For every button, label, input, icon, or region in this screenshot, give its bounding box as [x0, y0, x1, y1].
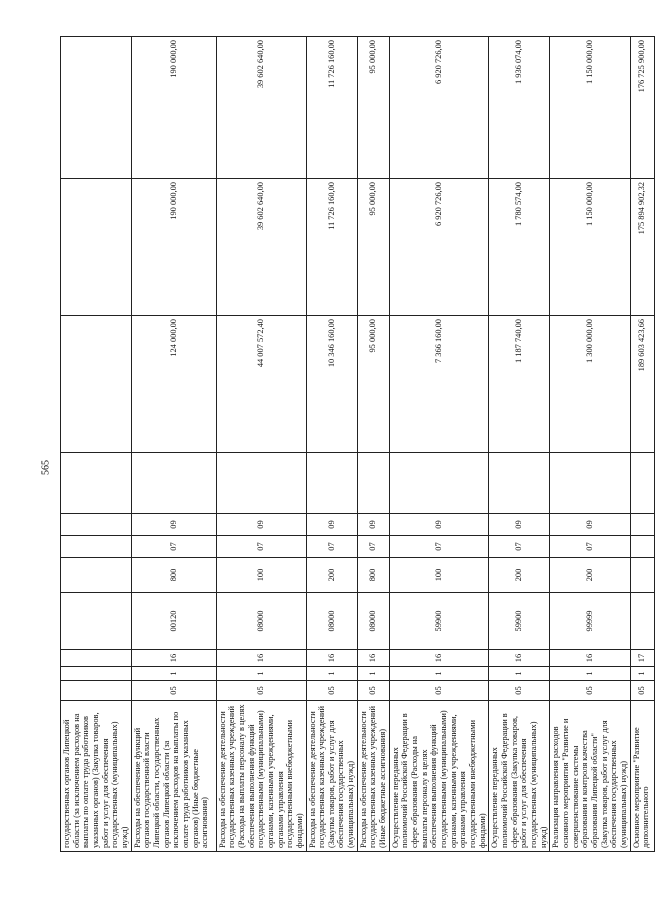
code-cell — [489, 453, 550, 514]
budget-table — [60, 36, 655, 852]
code-cell: 200 — [489, 558, 550, 593]
code-cell: 07 — [489, 536, 550, 558]
code-cell: 05 — [306, 681, 357, 701]
code-cell: 17 — [630, 650, 654, 667]
amount-cell: 124 000,00 — [131, 316, 216, 453]
table-row — [131, 37, 216, 852]
code-cell: 16 — [216, 650, 306, 667]
code-cell — [61, 650, 132, 667]
code-cell: 05 — [630, 681, 654, 701]
amount-cell: 1 936 074,00 — [489, 37, 550, 179]
code-cell: 05 — [550, 681, 630, 701]
code-cell: 07 — [550, 536, 630, 558]
code-cell: 07 — [357, 536, 389, 558]
code-cell: 1 — [306, 667, 357, 681]
amount-cell: 44 007 572,40 — [216, 316, 306, 453]
table-row — [61, 37, 132, 852]
code-cell: 99999 — [550, 593, 630, 650]
code-cell: 16 — [357, 650, 389, 667]
code-cell — [61, 514, 132, 536]
amount-cell: 95 000,00 — [357, 316, 389, 453]
row-description: Расходы на обеспечение деятельности государственных казенных учреждений (Расходы на выплаты персоналу в целях обеспечения выполнения функций государственными (муниципальными) органами, казенными учреждениями, органами управления государственными внебюджетными фондами) — [216, 701, 306, 852]
amount-cell — [61, 37, 132, 179]
code-cell — [630, 558, 654, 593]
amount-cell: 190 000,00 — [131, 179, 216, 316]
row-description: Основное мероприятие "Развитие дополнительного — [630, 701, 654, 852]
page-number: 565 — [40, 460, 52, 475]
code-cell — [630, 453, 654, 514]
amount-cell — [61, 179, 132, 316]
code-cell: 09 — [357, 514, 389, 536]
table-row — [306, 37, 357, 852]
code-cell: 1 — [550, 667, 630, 681]
code-cell — [389, 453, 489, 514]
code-cell: 07 — [306, 536, 357, 558]
amount-cell: 1 187 740,00 — [489, 316, 550, 453]
code-cell — [61, 593, 132, 650]
code-cell: 16 — [489, 650, 550, 667]
code-cell: 200 — [550, 558, 630, 593]
amount-cell: 95 000,00 — [357, 37, 389, 179]
table-row — [357, 37, 389, 852]
row-description: Расходы на обеспечение функций органов государственной власти Липецкой области, государственных органов Липецкой области (за исключением расходов на выплаты по оплате труда работников указанных органов) (Иные бюджетные ассигнования) — [131, 701, 216, 852]
row-description: Осуществление переданных полномочий Российской Федерации в сфере образования (Расходы на выплаты персоналу в целях обеспечения выполнения функций государственными (муниципальными) органами, казенными учреждениями, органами управления государственными внебюджетными фондами) — [389, 701, 489, 852]
code-cell: 16 — [306, 650, 357, 667]
amount-cell: 6 920 726,00 — [389, 179, 489, 316]
table-row — [216, 37, 306, 852]
row-description: Расходы на обеспечение деятельности государственных казенных учреждений (Закупка товаров, работ и услуг для обеспечения государственных (муниципальных) нужд) — [306, 701, 357, 852]
code-cell — [216, 453, 306, 514]
code-cell: 59900 — [389, 593, 489, 650]
code-cell: 1 — [389, 667, 489, 681]
code-cell: 05 — [389, 681, 489, 701]
row-description: Расходы на обеспечение деятельности государственных казенных учреждений (Иные бюджетные ассигнования) — [357, 701, 389, 852]
code-cell — [306, 453, 357, 514]
code-cell: 200 — [306, 558, 357, 593]
code-cell — [61, 681, 132, 701]
amount-cell: 11 726 160,00 — [306, 37, 357, 179]
code-cell: 05 — [131, 681, 216, 701]
amount-cell: 1 150 000,00 — [550, 179, 630, 316]
row-description: Осуществление переданных полномочий Российской Федерации в сфере образования (Закупка товаров, работ и услуг для обеспечения государственных (муниципальных) нужд) — [489, 701, 550, 852]
code-cell — [630, 593, 654, 650]
code-cell — [61, 536, 132, 558]
code-cell — [61, 558, 132, 593]
code-cell — [357, 453, 389, 514]
code-cell: 09 — [306, 514, 357, 536]
amount-cell: 39 602 640,00 — [216, 179, 306, 316]
amount-cell: 175 894 902,32 — [630, 179, 654, 316]
code-cell: 09 — [389, 514, 489, 536]
code-cell: 05 — [216, 681, 306, 701]
code-cell: 16 — [550, 650, 630, 667]
table-row — [489, 37, 550, 852]
amount-cell — [61, 316, 132, 453]
code-cell: 09 — [489, 514, 550, 536]
code-cell: 05 — [489, 681, 550, 701]
amount-cell: 1 300 000,00 — [550, 316, 630, 453]
amount-cell: 39 602 640,00 — [216, 37, 306, 179]
code-cell: 1 — [489, 667, 550, 681]
table-row — [550, 37, 630, 852]
code-cell: 09 — [216, 514, 306, 536]
budget-sheet — [60, 37, 651, 852]
amount-cell: 10 346 160,00 — [306, 316, 357, 453]
rotated-table-wrapper — [60, 37, 651, 852]
code-cell: 100 — [216, 558, 306, 593]
amount-cell: 1 150 000,00 — [550, 37, 630, 179]
code-cell — [630, 514, 654, 536]
code-cell: 800 — [357, 558, 389, 593]
amount-cell: 7 366 160,00 — [389, 316, 489, 453]
code-cell: 1 — [630, 667, 654, 681]
code-cell: 05 — [357, 681, 389, 701]
row-description: Реализация направления расходов основного мероприятия "Развитие и совершенствование системы образования и контроля качества образования Липецкой области" (Закупка товаров, работ и услуг для обеспечения государственных (муниципальных) нужд) — [550, 701, 630, 852]
code-cell: 16 — [389, 650, 489, 667]
code-cell: 08000 — [216, 593, 306, 650]
table-row — [389, 37, 489, 852]
amount-cell: 1 780 574,00 — [489, 179, 550, 316]
code-cell: 59900 — [489, 593, 550, 650]
code-cell — [550, 453, 630, 514]
amount-cell: 190 000,00 — [131, 37, 216, 179]
amount-cell: 6 920 726,00 — [389, 37, 489, 179]
code-cell: 1 — [357, 667, 389, 681]
code-cell: 08000 — [357, 593, 389, 650]
amount-cell: 11 726 160,00 — [306, 179, 357, 316]
amount-cell: 176 725 900,00 — [630, 37, 654, 179]
code-cell: 07 — [216, 536, 306, 558]
code-cell — [61, 453, 132, 514]
row-description: государственных органов Липецкой области (за исключением расходов на выплаты по оплате труда работников указанных органов) (Закупка товаров, работ и услуг для обеспечения государственных (муниципальных) нужд) — [61, 701, 132, 852]
code-cell: 16 — [131, 650, 216, 667]
code-cell: 1 — [216, 667, 306, 681]
amount-cell: 95 000,00 — [357, 179, 389, 316]
code-cell — [630, 536, 654, 558]
code-cell — [61, 667, 132, 681]
code-cell: 1 — [131, 667, 216, 681]
code-cell: 09 — [550, 514, 630, 536]
code-cell: 800 — [131, 558, 216, 593]
code-cell: 100 — [389, 558, 489, 593]
code-cell: 07 — [131, 536, 216, 558]
code-cell: 07 — [389, 536, 489, 558]
code-cell: 00120 — [131, 593, 216, 650]
code-cell: 09 — [131, 514, 216, 536]
code-cell: 08000 — [306, 593, 357, 650]
table-row — [630, 37, 654, 852]
amount-cell: 189 603 423,66 — [630, 316, 654, 453]
code-cell — [131, 453, 216, 514]
